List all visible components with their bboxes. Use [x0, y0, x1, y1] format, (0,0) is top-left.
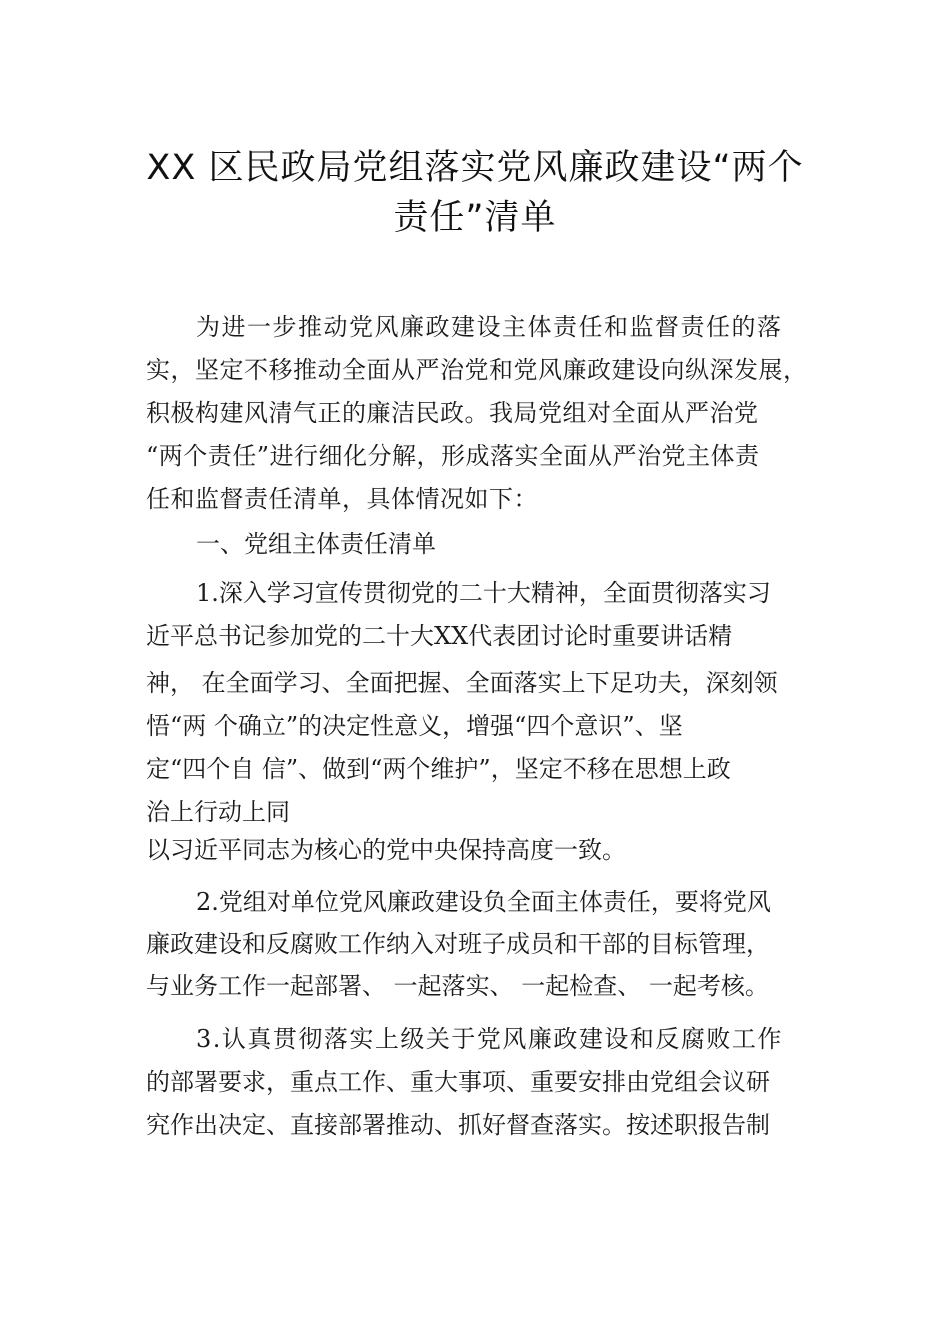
body-line: 以习近平同志为核心的党中央保持高度一致。	[146, 836, 626, 864]
body-line: 1.深入学习宣传贯彻党的二十大精神，全面贯彻落实习	[196, 579, 771, 607]
body-line: 3.认真贯彻落实上级关于党风廉政建设和反腐败工作	[196, 1025, 783, 1053]
body-line: 2.党组对单位党风廉政建设负全面主体责任，要将党风	[196, 888, 771, 916]
body-line: 神， 在全面学习、全面把握、全面落实上下足功夫，深刻领	[146, 669, 778, 697]
body-line: 的部署要求，重点工作、重大事项、重要安排由党组会议研	[146, 1068, 770, 1096]
body-line: 治上行动上同	[146, 798, 290, 826]
body-line: 与业务工作一起部署、 一起落实、 一起检查、 一起考核。	[146, 972, 769, 1000]
body-line: 悟“两 个确立”的决定性意义，增强“四个意识”、坚	[146, 712, 683, 740]
body-line: 为进一步推动党风廉政建设主体责任和监督责任的落	[196, 313, 783, 341]
body-line: 廉政建设和反腐败工作纳入对班子成员和干部的目标管理，	[146, 930, 770, 958]
document-title-line-2: 责任”清单	[393, 198, 557, 238]
body-line: 任和监督责任清单，具体情况如下：	[146, 485, 538, 513]
body-line: 实，坚定不移推动全面从严治党和党风廉政建设向纵深发展，	[146, 356, 808, 384]
section-heading: 一、党组主体责任清单	[196, 530, 436, 558]
body-line: “两个责任”进行细化分解，形成落实全面从严治党主体责	[146, 442, 760, 470]
body-line: 定“四个自 信”、做到“两个维护”，坚定不移在思想上政	[146, 755, 731, 783]
document-title-line-1: XX 区民政局党组落实党风廉政建设“两个	[146, 148, 804, 188]
body-line: 积极构建风清气正的廉洁民政。我局党组对全面从严治党	[146, 399, 759, 427]
body-line: 究作出决定、直接部署推动、抓好督查落实。按述职报告制	[146, 1111, 770, 1139]
body-line: 近平总书记参加党的二十大XX代表团讨论时重要讲话精	[146, 622, 733, 650]
